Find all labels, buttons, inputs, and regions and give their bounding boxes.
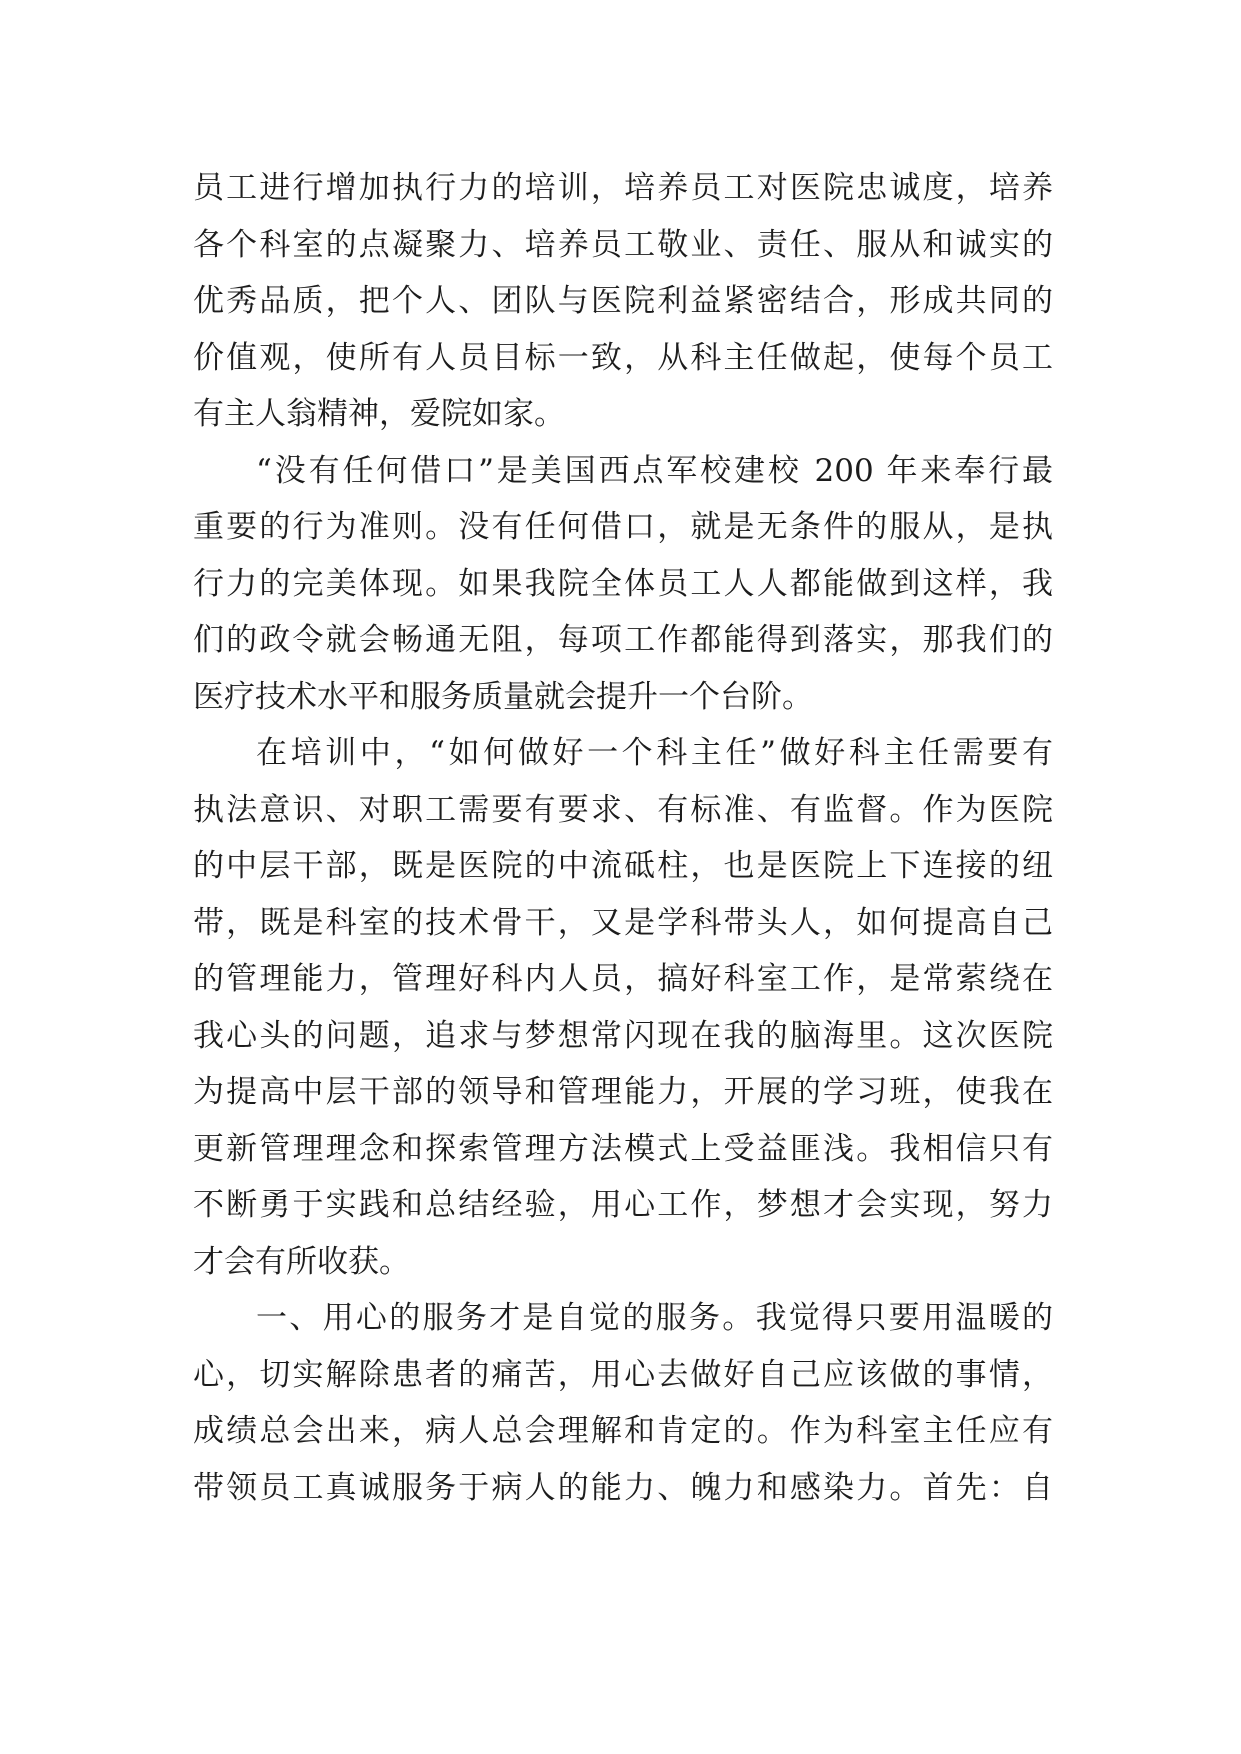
- text-line: 们的政令就会畅通无阻，每项工作都能得到落实，那我们的: [193, 622, 1053, 658]
- text-line: 价值观，使所有人员目标一致，从科主任做起，使每个员工: [193, 339, 1053, 376]
- text-line: 的中层干部，既是医院的中流砥柱，也是医院上下连接的纽: [193, 848, 1053, 884]
- text-line: 有主人翁精神，爱院如家。: [193, 396, 565, 432]
- text-line: 执法意识、对职工需要有要求、有标准、有监督。作为医院: [193, 791, 1053, 828]
- text-line: 行力的完美体现。如果我院全体员工人人都能做到这样，我: [193, 565, 1053, 602]
- text-line: 各个科室的点凝聚力、培养员工敬业、责任、服从和诚实的: [193, 226, 1053, 263]
- text-line: 更新管理理念和探索管理方法模式上受益匪浅。我相信只有: [193, 1130, 1053, 1167]
- paragraph-first-line: 一、用心的服务才是自觉的服务。我觉得只要用温暖的: [256, 1300, 1053, 1336]
- paragraph-first-line: “没有任何借口”是美国西点军校建校 200 年来奉行最: [256, 452, 1053, 489]
- text-line: 才会有所收获。: [193, 1243, 410, 1280]
- text-line: 带领员工真诚服务于病人的能力、魄力和感染力。首先：自: [193, 1469, 1053, 1506]
- text-line: 重要的行为准则。没有任何借口，就是无条件的服从，是执: [193, 509, 1053, 545]
- text-line: 心，切实解除患者的痛苦，用心去做好自己应该做的事情，: [193, 1356, 1053, 1393]
- text-line: 优秀品质，把个人、团队与医院利益紧密结合，形成共同的: [193, 283, 1053, 319]
- text-line: 员工进行增加执行力的培训，培养员工对医院忠诚度，培养: [193, 170, 1053, 206]
- text-line: 带，既是科室的技术骨干，又是学科带头人，如何提高自己: [193, 904, 1053, 941]
- text-line: 的管理能力，管理好科内人员，搞好科室工作，是常萦绕在: [193, 961, 1053, 997]
- text-line: 医疗技术水平和服务质量就会提升一个台阶。: [193, 678, 813, 715]
- text-line: 成绩总会出来，病人总会理解和肯定的。作为科室主任应有: [193, 1413, 1053, 1449]
- document-body: [193, 160, 1053, 1516]
- text-line: 不断勇于实践和总结经验，用心工作，梦想才会实现，努力: [193, 1187, 1053, 1223]
- paragraph-first-line: 在培训中，“如何做好一个科主任”做好科主任需要有: [256, 735, 1053, 771]
- text-line: 我心头的问题，追求与梦想常闪现在我的脑海里。这次医院: [193, 1017, 1053, 1054]
- text-line: 为提高中层干部的领导和管理能力，开展的学习班，使我在: [193, 1074, 1053, 1110]
